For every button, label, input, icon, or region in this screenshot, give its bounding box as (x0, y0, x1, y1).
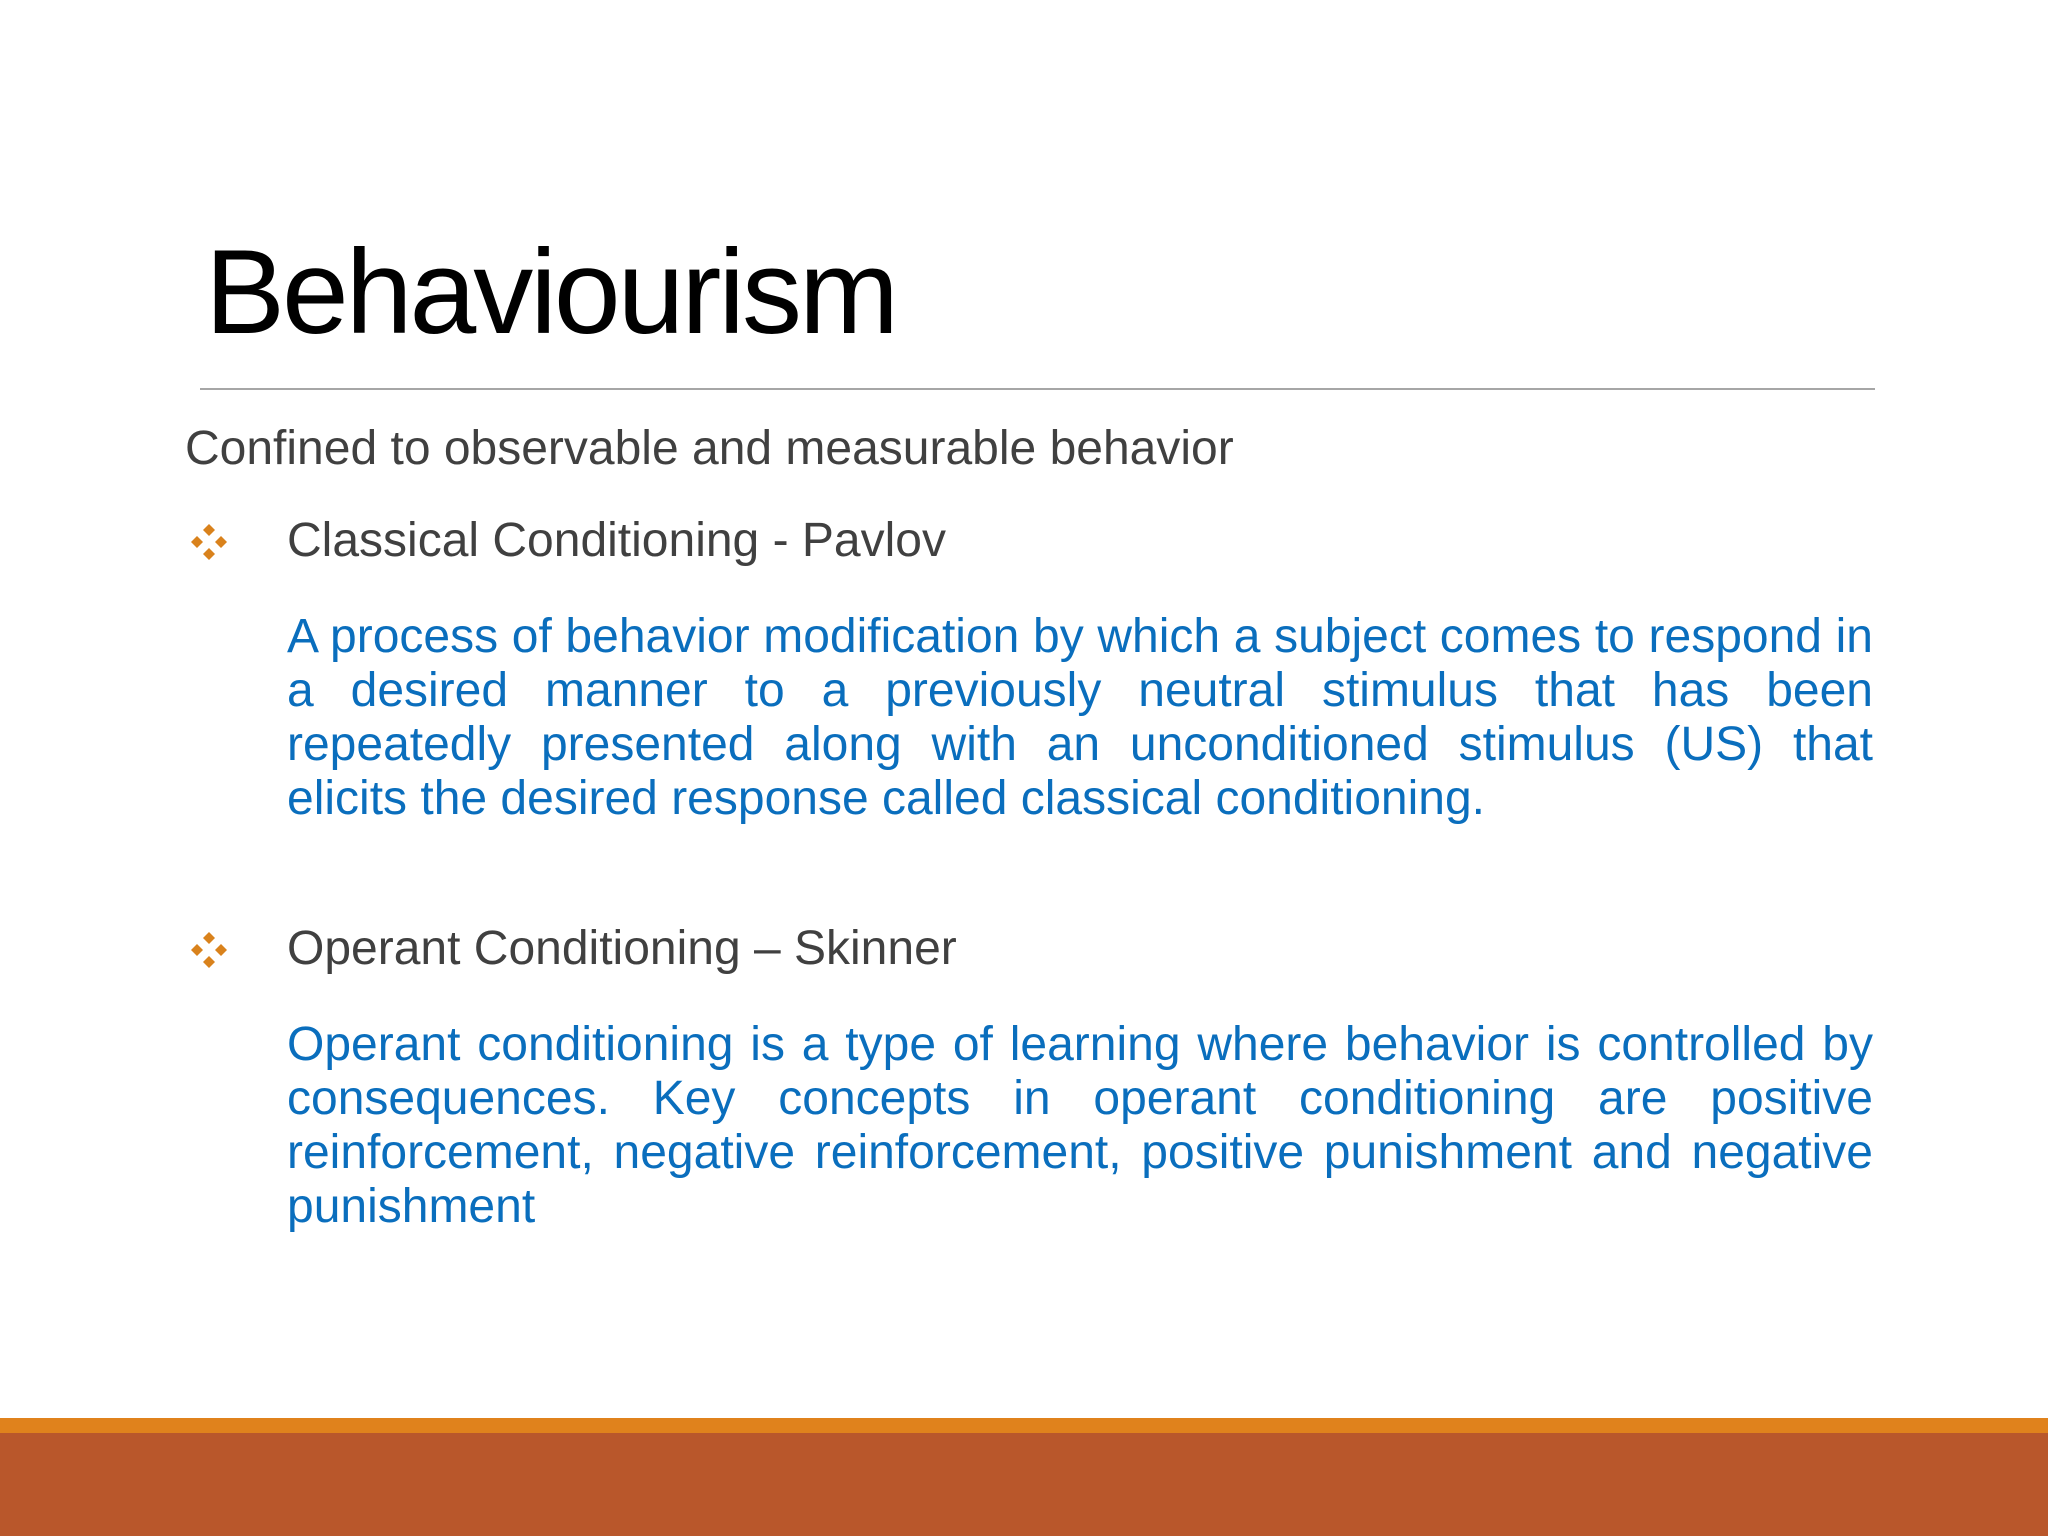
title-divider (200, 388, 1875, 390)
bullet-label-classical: Classical Conditioning - Pavlov (287, 514, 946, 567)
description-classical: A process of behavior modification by which a subject comes to respond in a desired manner to a previously neutral stimulus that has been repeatedly presented along with an unconditioned stimulus (US) that elicits the desired response called classical conditioning. (287, 610, 1873, 825)
four-diamond-bullet-icon (185, 926, 233, 974)
intro-text: Confined to observable and measurable behavior (185, 422, 1234, 475)
four-diamond-bullet-icon (185, 518, 233, 566)
footer-band (0, 1433, 2048, 1536)
bullet-label-operant: Operant Conditioning – Skinner (287, 922, 957, 975)
description-operant: Operant conditioning is a type of learning where behavior is controlled by consequences. Key concepts in operant conditioning are positive reinforcement, negative reinforcement, positive punishment and negative punishment (287, 1018, 1873, 1233)
slide-title: Behaviourism (205, 225, 896, 359)
footer-accent-stripe (0, 1418, 2048, 1433)
